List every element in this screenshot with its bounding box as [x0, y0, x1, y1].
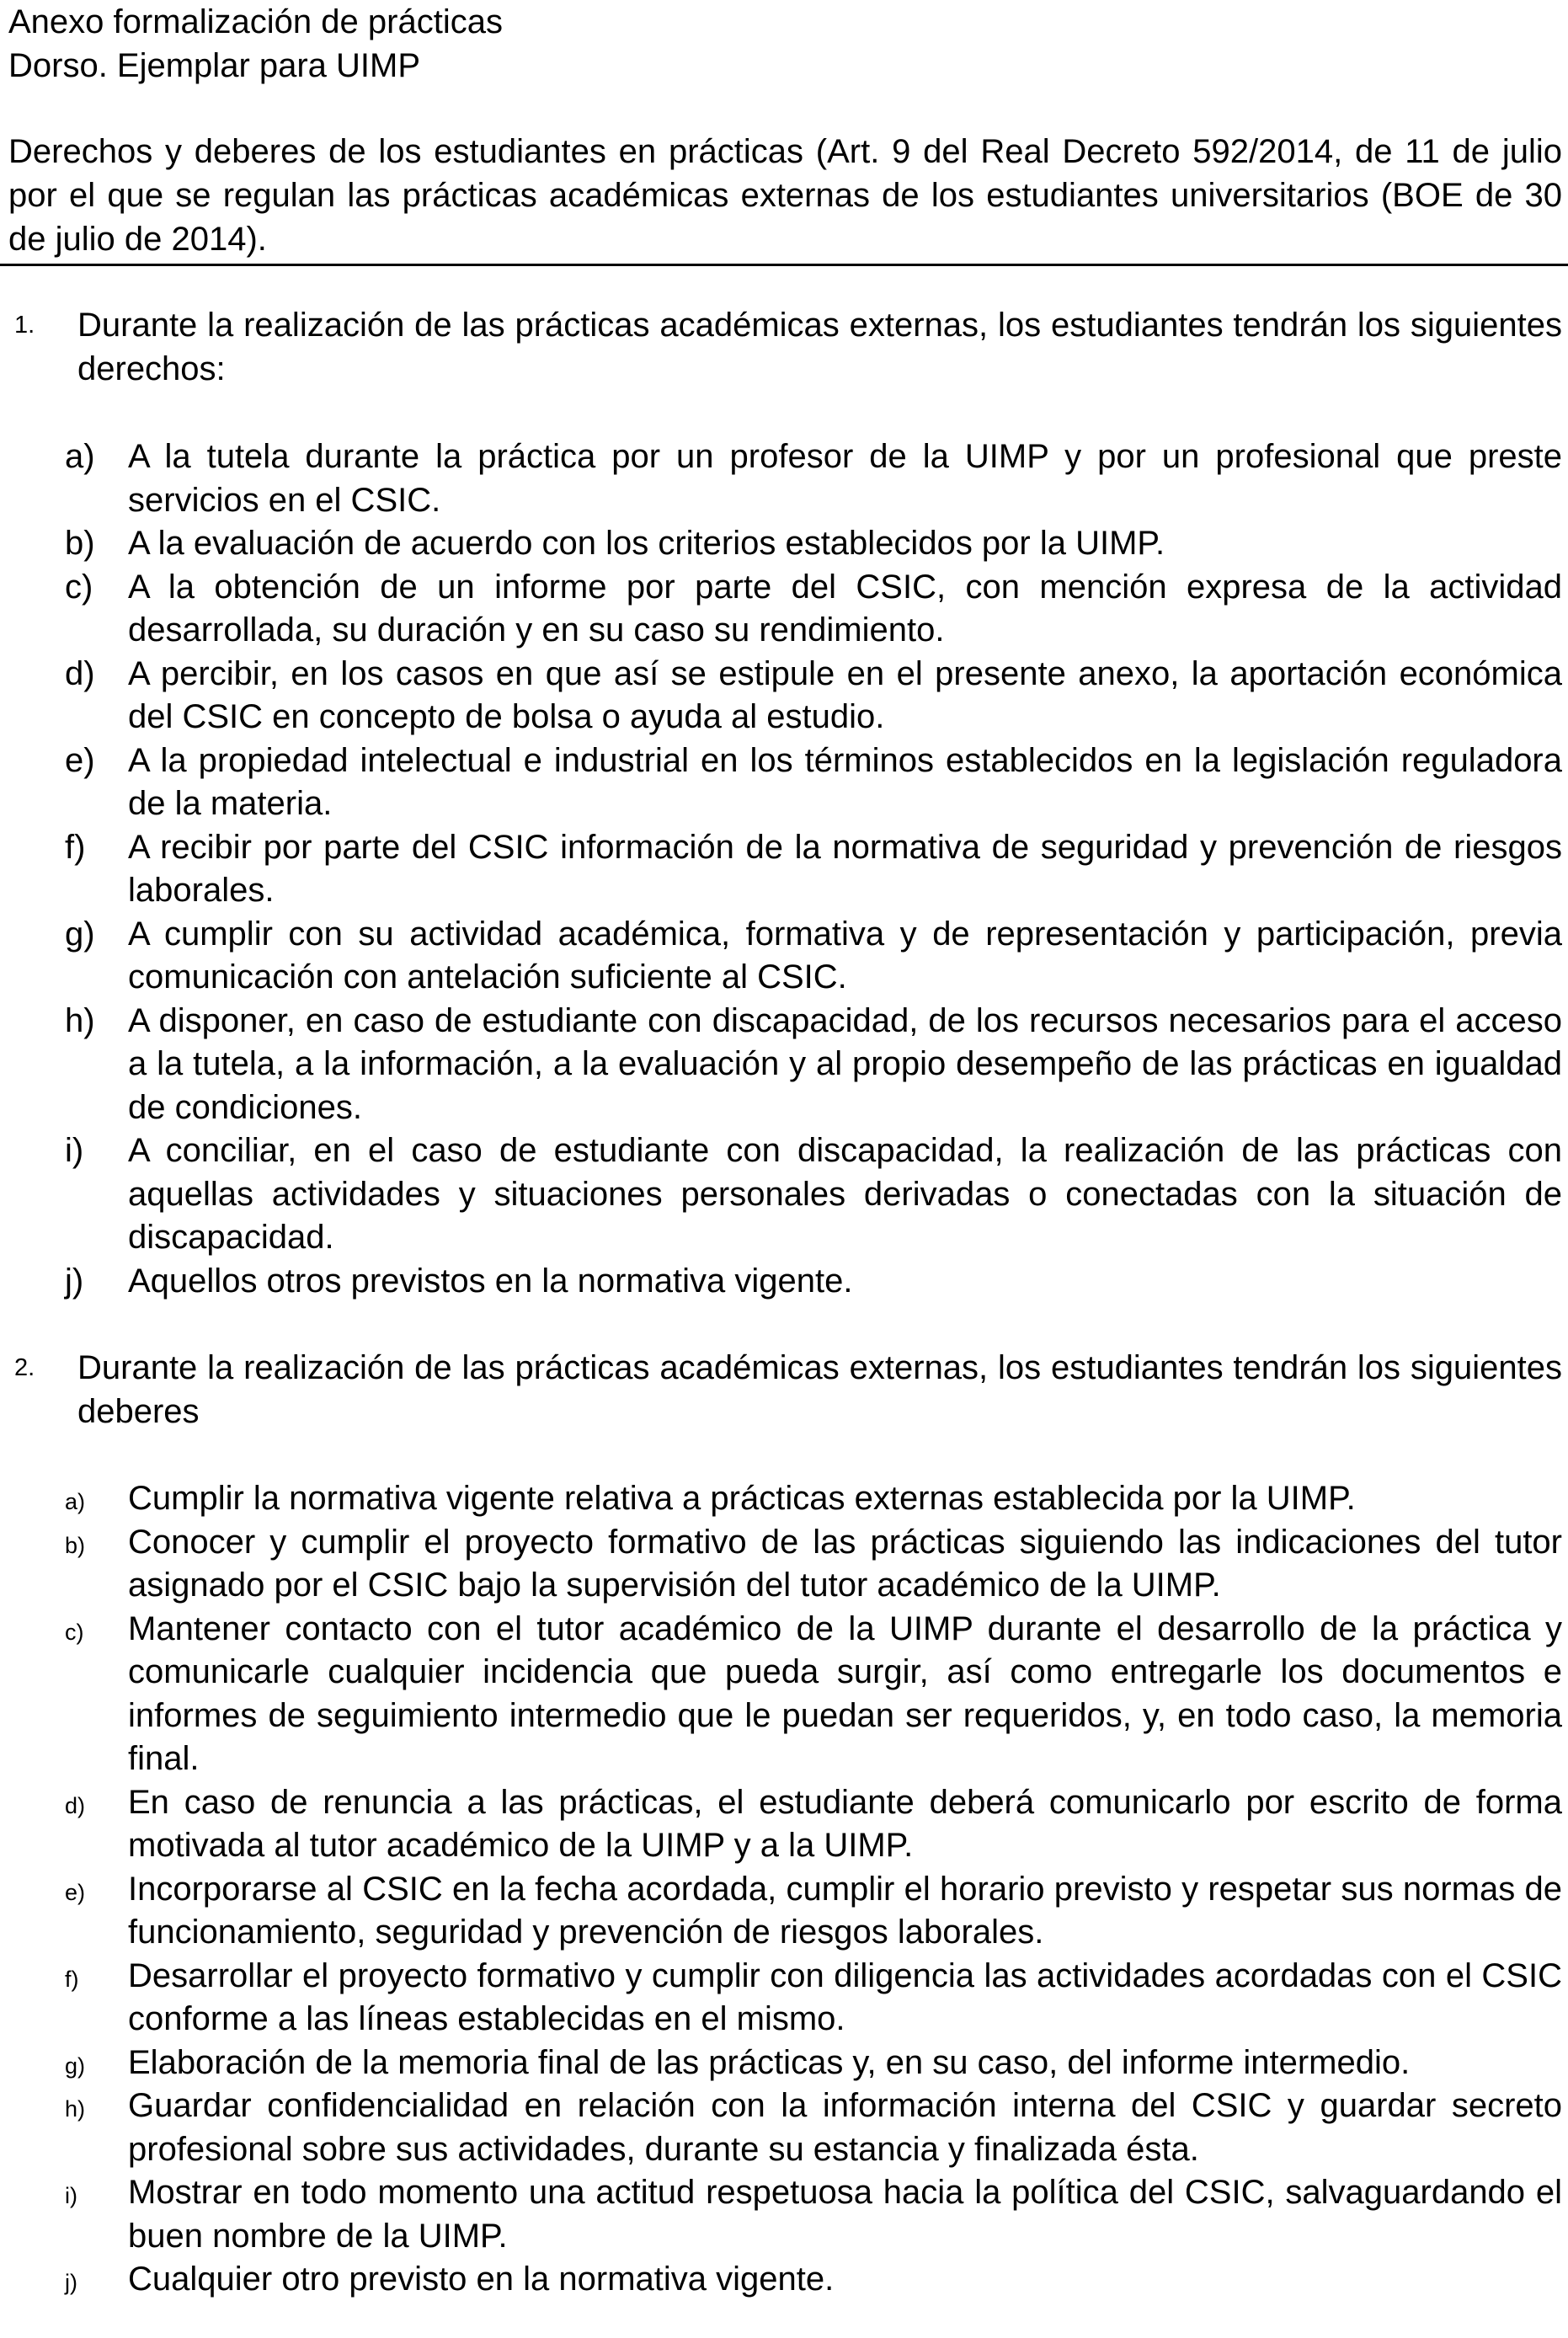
list-item — [0, 1260, 1568, 1304]
list-item-label: i) — [65, 1132, 84, 1169]
list-item-text: A disponer, en caso de estudiante con discapacidad, de los recursos necesarios para el acceso a la tutela, a la información, a la evaluación y al propio desempeño de las prácticas en igualdad de condiciones. — [128, 1001, 1562, 1126]
list-item-text: Aquellos otros previstos en la normativa vigente. — [128, 1262, 853, 1300]
list-item-text: A percibir, en los casos en que así se estipule en el presente anexo, la aportación económica del CSIC en concepto de bolsa o ayuda al estudio. — [128, 654, 1562, 735]
list-item-text: A cumplir con su actividad académica, formativa y de representación y participación, previa comunicación con antelación suficiente al CSIC. — [128, 915, 1562, 996]
list-item-text: Mostrar en todo momento una actitud respetuosa hacia la política del CSIC, salvaguardando el buen nombre de la UIMP. — [128, 2174, 1562, 2255]
list-item — [0, 1608, 1568, 1781]
list-item — [0, 2084, 1568, 2171]
list-item-label: d) — [65, 654, 95, 692]
list-item-text: A la evaluación de acuerdo con los criterios establecidos por la UIMP. — [128, 525, 1165, 562]
section-heading: Durante la realización de las prácticas académicas externas, los estudiantes tendrán los siguientes deberes — [77, 1349, 1562, 1430]
list-item — [0, 435, 1568, 522]
list-item — [0, 1781, 1568, 1868]
list-item-label: b) — [65, 1532, 86, 1558]
list-item-text: Mantener contacto con el tutor académico de la UIMP durante el desarrollo de la práctica y comunicarle cualquier incidencia que pueda surgir, así como entregarle los documentos e informes de seguimiento intermedio que le puedan ser requeridos, y, en todo caso, la memoria final. — [128, 1609, 1562, 1777]
list-item — [0, 739, 1568, 826]
list-item-text: Cualquier otro previsto en la normativa vigente. — [128, 2261, 835, 2298]
list-item-text: A la propiedad intelectual e industrial en los términos establecidos en la legislación reguladora de la materia. — [128, 741, 1562, 822]
list-item — [0, 653, 1568, 739]
list-item-label: g) — [65, 2052, 86, 2079]
header-title: Anexo formalización de prácticas — [8, 3, 503, 40]
duties-list — [0, 1477, 1568, 2302]
list-item-label: d) — [65, 1792, 86, 1818]
list-item — [0, 522, 1568, 566]
list-item — [0, 2042, 1568, 2085]
list-item-text: Guardar confidencialidad en relación con la información interna del CSIC y guardar secreto profesional sobre sus actividades, durante su estancia y finalizada ésta. — [128, 2087, 1562, 2168]
list-item-label: j) — [65, 1262, 84, 1300]
list-item — [0, 1521, 1568, 1608]
list-item — [0, 566, 1568, 653]
list-item-label: j) — [65, 2270, 77, 2295]
list-item — [0, 1868, 1568, 1955]
horizontal-divider — [0, 264, 1568, 266]
list-item-text: Conocer y cumplir el proyecto formativo de las prácticas siguiendo las indicaciones del tutor asignado por el CSIC bajo la supervisión del tutor académico de la UIMP. — [128, 1523, 1562, 1604]
list-item-text: Cumplir la normativa vigente relativa a prácticas externas establecida por la UIMP. — [128, 1480, 1356, 1517]
rights-list — [0, 435, 1568, 1303]
list-item-label: c) — [65, 568, 93, 606]
list-item — [0, 2171, 1568, 2258]
list-item-label: a) — [65, 438, 95, 475]
section-number: 1. — [14, 312, 35, 339]
list-item-text: A recibir por parte del CSIC información de la normativa de seguridad y prevención de riesgos laborales. — [128, 828, 1562, 909]
list-item-label: f) — [65, 1966, 79, 1992]
list-item — [0, 913, 1568, 1000]
list-item-text: Desarrollar el proyecto formativo y cumplir con diligencia las actividades acordadas con el CSIC conforme a las líneas establecidas en el mismo. — [128, 1956, 1562, 2037]
list-item — [0, 1955, 1568, 2042]
header-subtitle: Dorso. Ejemplar para UIMP — [8, 47, 421, 84]
document-header — [8, 0, 1562, 88]
list-item-text: Incorporarse al CSIC en la fecha acordada, cumplir el horario previsto y respetar sus normas de funcionamiento, seguridad y prevención de riesgos laborales. — [128, 1870, 1562, 1951]
list-item-label: h) — [65, 2096, 86, 2122]
list-item-label: a) — [65, 1489, 86, 1514]
list-item-label: e) — [65, 741, 95, 779]
list-item-label: c) — [65, 1619, 84, 1645]
list-item-text: A conciliar, en el caso de estudiante con discapacidad, la realización de las prácticas con aquellas actividades y situaciones personales derivadas o conectadas con la situación de discapacidad. — [128, 1132, 1562, 1256]
list-item-label: i) — [65, 2183, 77, 2208]
section-heading: Durante la realización de las prácticas académicas externas, los estudiantes tendrán los siguientes derechos: — [77, 307, 1562, 387]
list-item-label: f) — [65, 828, 86, 866]
list-item-label: e) — [65, 1879, 86, 1905]
list-item — [0, 826, 1568, 913]
list-item — [0, 2258, 1568, 2302]
list-item-text: A la obtención de un informe por parte del CSIC, con mención expresa de la actividad desarrollada, su duración y en su caso su rendimiento. — [128, 568, 1562, 649]
intro-paragraph: Derechos y deberes de los estudiantes en prácticas (Art. 9 del Real Decreto 592/2014, de 11 de julio por el que se regulan las prácticas académicas externas de los estudiantes universitarios (BOE de 30 de julio de 2014). — [8, 133, 1562, 258]
list-item-text: Elaboración de la memoria final de las prácticas y, en su caso, del informe intermedio. — [128, 2043, 1411, 2081]
list-item-label: g) — [65, 915, 95, 953]
list-item-text: A la tutela durante la práctica por un profesor de la UIMP y por un profesional que preste servicios en el CSIC. — [128, 438, 1562, 519]
section-number: 2. — [14, 1354, 35, 1381]
list-item — [0, 1129, 1568, 1260]
list-item-text: En caso de renuncia a las prácticas, el estudiante deberá comunicarlo por escrito de forma motivada al tutor académico de la UIMP y a la UIMP. — [128, 1783, 1562, 1864]
list-item — [0, 1477, 1568, 1521]
list-item-label: h) — [65, 1001, 95, 1039]
list-item-label: b) — [65, 525, 95, 562]
list-item — [0, 1000, 1568, 1130]
